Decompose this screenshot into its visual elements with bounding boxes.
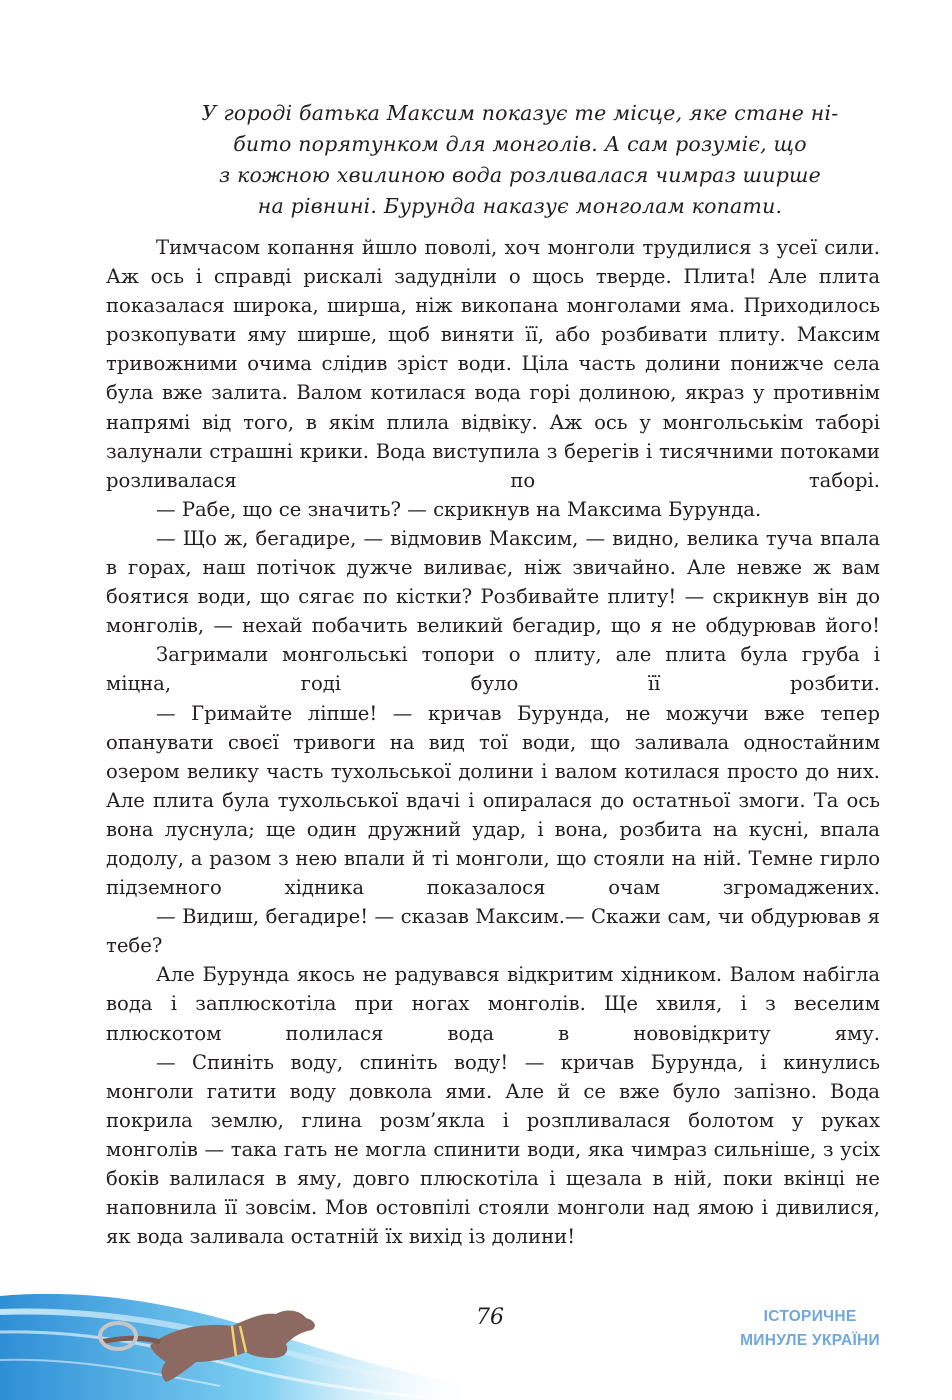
- paragraph: — Спиніть воду, спиніть воду! — кричав Бурунда, і кинулись монголи гатити воду довкола ями. Але й се вже було запізно. Вода покрила землю, глина розм’якла і розпливалася болотом у руках монголів — така гать не могла спинити води, яка чимраз сильніше, з усіх боків валилася в яму, довго плюскотіла і щезала в ній, поки вкінці не наповнила її зовсім. Мов остовпілі стояли монголи над ямою і дивилися, як вода заливала остатній їх вихід із долини!: [106, 1050, 880, 1249]
- paragraph: — Рабе, що се значить? — скрикнув на Максима Бурунда.: [156, 497, 762, 521]
- paragraph: Загримали монгольські топори о плиту, але плита була груба і міцна, годі було її розбити.: [106, 643, 880, 696]
- section-title-line: МИНУЛЕ УКРАЇНИ: [740, 1332, 880, 1349]
- summary-line: з кожною хвилиною вода розливалася чимраз ширше: [219, 163, 821, 187]
- horse-wave-illustration: [0, 1278, 480, 1400]
- story-text: [106, 233, 880, 1251]
- paragraph: — Видиш, бегадире! — сказав Максим.— Скажи сам, чи обдурював я тебе?: [106, 905, 880, 958]
- section-title-line: ІСТОРИЧНЕ: [763, 1308, 857, 1325]
- section-title: [740, 1305, 880, 1353]
- chapter-summary: [150, 98, 890, 222]
- paragraph: — Гримайте ліпше! — кричав Бурунда, не можучи вже тепер опанувати своєї тривоги на вид тої води, що заливала одностайним озером велику часть тухольської долини і валом котилася просто до них. Але плита була тухольської вдачі і опиралася до остатньої змоги. Та ось вона луснула; ще один дружний удар, і вона, розбита на кусні, впала додолу, а разом з нею впали й ті монголи, що стояли на ній. Темне гирло підземного хідника показалося очам згромаджених.: [106, 701, 880, 900]
- summary-line: на рівнині. Бурунда наказує монголам копати.: [257, 194, 783, 218]
- page-number: 76: [476, 1305, 504, 1330]
- summary-line: бито порятунком для монголів. А сам розуміє, що: [233, 132, 807, 156]
- summary-line: У городі батька Максим показує те місце, яке стане ні-: [201, 101, 839, 125]
- paragraph: Тимчасом копання йшло поволі, хоч монголи трудилися з усеї сили. Аж ось і справді рискалі задудніли о щось тверде. Плита! Але плита показалася широка, ширша, ніж викопана монголами яма. Приходилось розкопувати яму ширше, щоб виняти її, або розбивати плиту. Максим тривожними очима слідив зріст води. Ціла часть долини понижче села була вже залита. Валом котилася вода горі долиною, якраз у противнім напрямі від того, в якім плила відвіку. Аж ось у монгольськім таборі залунали страшні крики. Вода виступила з берегів і тисячними потоками розливалася по таборі.: [106, 236, 880, 492]
- paragraph: — Що ж, бегадире, — відмовив Максим, — видно, велика туча впала в горах, наш потічок дужче виливає, ніж звичайно. Але невже ж вам боятися води, що сягає по кістки? Розбивайте плиту! — скрикнув він до монголів, — нехай побачить великий бегадир, що я не обдурював його!: [106, 526, 880, 638]
- paragraph: Але Бурунда якось не радувався відкритим хідником. Валом набігла вода і заплюскотіла при ногах монголів. Ще хвиля, і з веселим плюскотом полилася вода в нововідкриту яму.: [106, 963, 880, 1045]
